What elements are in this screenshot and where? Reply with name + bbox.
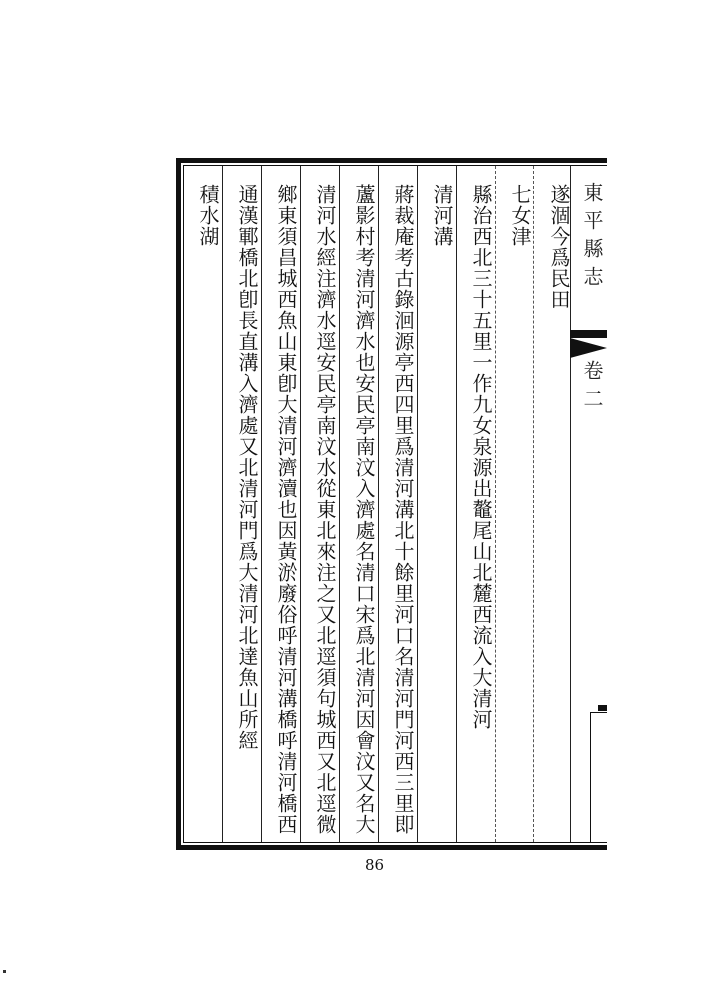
running-title: 東平縣志 <box>580 182 604 294</box>
column-divider <box>456 166 457 842</box>
right-edge-box <box>590 712 607 842</box>
column-divider <box>495 166 497 842</box>
column-divider <box>378 166 379 842</box>
fishtail-bar <box>570 330 607 338</box>
text-column-9: 通漢鄆橋北卽長直溝入濟處又北清河門爲大清河北達魚山所經 <box>235 184 259 751</box>
right-edge-mark <box>598 705 607 711</box>
text-column-8: 鄉東須昌城西魚山東卽大清河濟瀆也因黃淤廢俗呼清河溝橋呼清河橋西 <box>274 184 298 835</box>
page-number: 86 <box>365 856 385 874</box>
column-divider <box>261 166 262 842</box>
text-column-5: 蔣裁庵考古錄洄源亭西四里爲清河溝北十餘里河口名清河門河西三里即 <box>391 184 415 835</box>
column-divider <box>300 166 301 842</box>
text-column-6: 蘆影村考清河濟水也安民亭南汶入濟處名清口宋爲北清河因會汶又名大 <box>352 184 376 835</box>
text-column-10: 積水湖 <box>196 184 220 247</box>
chapter-marker: 卷二 <box>580 360 604 416</box>
text-column-1: 遂涸今爲民田 <box>547 184 571 310</box>
text-column-4: 清河溝 <box>430 184 454 247</box>
scan-speck <box>3 970 6 973</box>
column-divider <box>222 166 223 842</box>
column-divider <box>339 166 340 842</box>
text-column-7: 清河水經注濟水逕安民亭南汶水從東北來注之又北逕須句城西又北逕微 <box>313 184 337 835</box>
text-column-2: 七女津 <box>508 184 532 247</box>
column-divider <box>417 166 418 842</box>
column-divider <box>533 166 535 842</box>
text-column-3: 縣治西北三十五里一作九女泉源出鼇尾山北麓西流入大清河 <box>469 184 493 730</box>
fishtail-mark <box>570 338 607 358</box>
